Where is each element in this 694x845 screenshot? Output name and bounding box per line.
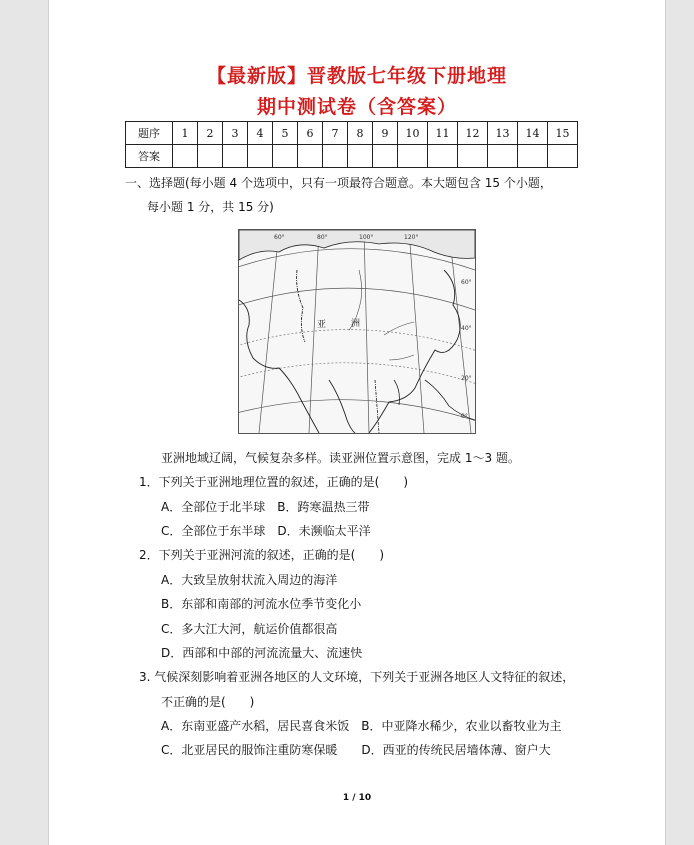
answer-table-answer-row (126, 145, 578, 168)
map-label-zhou: 洲 (351, 319, 361, 329)
answer-cell[interactable] (298, 145, 323, 168)
answer-table-number: 14 (518, 122, 548, 145)
answer-table-label: 题序 (126, 122, 173, 145)
question-2-option: B．东部和南部的河流水位季节变化小 (161, 597, 362, 611)
question-2-option: A．大致呈放射状流入周边的海洋 (161, 573, 338, 587)
title-line-2: 期中测试卷（含答案） (256, 96, 457, 118)
answer-table-number: 3 (223, 122, 248, 145)
answer-table-number: 12 (458, 122, 488, 145)
answer-cell[interactable] (398, 145, 428, 168)
answer-table-number: 6 (298, 122, 323, 145)
answer-cell[interactable] (223, 145, 248, 168)
page-number: 1 / 10 (342, 793, 372, 803)
answer-table-number: 11 (428, 122, 458, 145)
question-3-option: C．北亚居民的服饰注重防寒保暖 D．西亚的传统民居墙体薄、窗户大 (161, 743, 551, 757)
map-tick-label: 20° (461, 375, 472, 382)
map-tick-label: 120° (404, 234, 419, 241)
question-1-option: A．全部位于北半球 B．跨寒温热三带 (161, 500, 370, 514)
answer-cell[interactable] (488, 145, 518, 168)
question-3-option: A．东南亚盛产水稻，居民喜食米饭 B．中亚降水稀少，农业以畜牧业为主 (161, 719, 562, 733)
answer-cell[interactable] (198, 145, 223, 168)
answer-table (125, 121, 578, 168)
section-intro-line-2: 每小题 1 分，共 15 分) (147, 200, 274, 214)
answer-cell[interactable] (518, 145, 548, 168)
map-tick-label: 60° (274, 234, 285, 241)
answer-cell[interactable] (273, 145, 298, 168)
map-tick-label: 80° (317, 234, 328, 241)
question-3-stem-line-1: 3. 气候深刻影响着亚洲各地区的人文环境，下列关于亚洲各地区人文特征的叙述， (139, 670, 575, 684)
map-tick-label: 100° (359, 234, 374, 241)
answer-cell[interactable] (428, 145, 458, 168)
answer-table-number: 2 (198, 122, 223, 145)
answer-table-number: 7 (323, 122, 348, 145)
answer-cell[interactable] (348, 145, 373, 168)
answer-table-number: 1 (173, 122, 198, 145)
answer-cell[interactable] (458, 145, 488, 168)
map-tick-label: 60° (461, 279, 472, 286)
question-3-stem-line-2: 不正确的是( ) (161, 695, 255, 709)
asia-map-graphic (239, 230, 475, 433)
question-2-stem: 2．下列关于亚洲河流的叙述，正确的是( ) (139, 548, 384, 562)
question-1-stem: 1．下列关于亚洲地理位置的叙述，正确的是( ) (139, 475, 408, 489)
answer-table-number: 15 (548, 122, 578, 145)
document-page (48, 0, 666, 845)
answer-table-number: 4 (248, 122, 273, 145)
answer-cell[interactable] (323, 145, 348, 168)
map-label-ya: 亚 (317, 320, 327, 330)
passage-text: 亚洲地域辽阔，气候复杂多样。读亚洲位置示意图，完成 1～3 题。 (161, 451, 520, 465)
question-2-option: C．多大江大河，航运价值都很高 (161, 622, 338, 636)
question-2-option: D．西部和中部的河流流量大、流速快 (161, 646, 363, 660)
map-tick-label: 0° (461, 413, 468, 420)
map-tick-label: 40° (461, 325, 472, 332)
answer-cell[interactable] (548, 145, 578, 168)
question-1-option: C．全部位于东半球 D．未濒临太平洋 (161, 524, 371, 538)
answer-cell[interactable] (248, 145, 273, 168)
asia-location-map (238, 229, 476, 434)
answer-table-number: 9 (373, 122, 398, 145)
answer-table-label: 答案 (126, 145, 173, 168)
answer-cell[interactable] (173, 145, 198, 168)
answer-table-number: 8 (348, 122, 373, 145)
section-intro-line-1: 一、选择题(每小题 4 个选项中，只有一项最符合题意。本大题包含 15 个小题， (125, 176, 552, 190)
answer-cell[interactable] (373, 145, 398, 168)
answer-table-header-row (126, 122, 578, 145)
title-line-1: 【最新版】晋教版七年级下册地理 (206, 65, 507, 87)
answer-table-number: 10 (398, 122, 428, 145)
answer-table-number: 13 (488, 122, 518, 145)
answer-table-number: 5 (273, 122, 298, 145)
